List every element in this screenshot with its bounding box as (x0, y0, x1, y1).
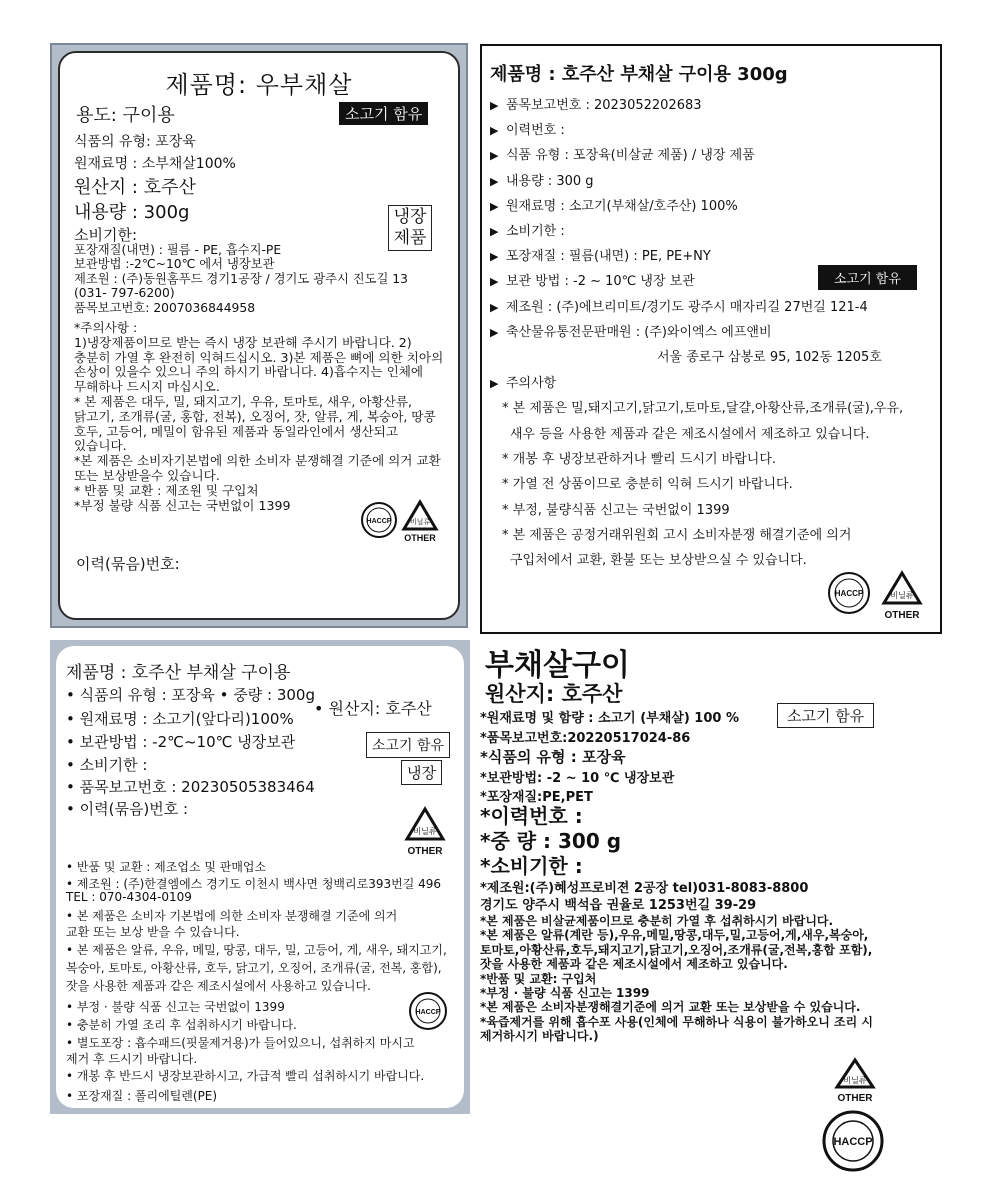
label-3-line: • 본 제품은 소비자 기본법에 의한 소비자 분쟁해결 기준에 의거 (66, 909, 398, 923)
label-2-address: 서울 종로구 삼봉로 95, 102동 1205호 (657, 350, 882, 365)
label-2-title: 제품명 : 호주산 부채살 구이용 300g (490, 64, 788, 85)
notice-line: 1)냉장제품이므로 받는 즉시 냉장 보관해 주시기 바랍니다. 2) (74, 335, 412, 350)
row-text: 이력번호 : (506, 123, 565, 138)
row-text: 소비기한 : (506, 224, 565, 239)
label-2-note: * 본 제품은 밀,돼지고기,닭고기,토마토,달걀,아황산류,조개류(굴),우유, (502, 401, 904, 416)
note-line: *본 제품은 비살균제품이므로 충분히 가열 후 섭취하시기 바랍니다. (480, 914, 834, 928)
arrow-icon: ▶ (490, 149, 499, 162)
haccp-icon (827, 571, 871, 619)
label-2-note: 구입처에서 교환, 환불 또는 보상받으실 수 있습니다. (510, 553, 807, 568)
label-4-field: *식품의 유형 : 포장육 (480, 748, 626, 766)
notice-line: 손상이 있을수 있으니 주의 하시기 바랍니다. 4)흡수지는 인체에 (74, 365, 424, 380)
label-1-lot: 이력(묶음)번호: (76, 555, 180, 573)
label-panel-3 (50, 640, 470, 1114)
label-1-notice (74, 321, 459, 513)
other-text: OTHER (404, 533, 436, 543)
label-2-row (490, 372, 556, 391)
label-4-title: 부채살구이 (485, 648, 630, 683)
label-2-note: * 본 제품은 공정거래위원회 고시 소비자분쟁 해결기준에 의거 (502, 528, 852, 543)
label-3-line: TEL : 070-4304-0109 (66, 890, 192, 904)
detail-line: (031- 797-6200) (74, 286, 175, 301)
fridge-line-2: 제품 (393, 228, 427, 248)
label-3-expiry: • 소비기한 : (66, 756, 148, 774)
other-text: OTHER (837, 1093, 873, 1104)
notice-line: *주의사항 : (74, 321, 138, 335)
notice-line: 또는 보상받을수 있습니다. (74, 468, 220, 483)
label-3-origin: • 원산지: 호주산 (314, 699, 432, 718)
note-line: *부정 · 불량 식품 신고는 1399 (480, 986, 650, 1001)
notice-line: 호두, 고등어, 메밀이 함유된 제품과 동일라인에서 생산되고 (74, 424, 398, 439)
note-line: *반품 및 교환: 구입처 (480, 971, 597, 986)
label-3-storage: • 보관방법 : -2℃~10℃ 냉장보관 (66, 733, 296, 751)
row-text: 포장재질 : 필름(내면) : PE, PE+NY (506, 249, 711, 264)
label-4-origin: 원산지: 호주산 (485, 682, 623, 706)
label-2-row (490, 144, 755, 163)
arrow-icon: ▶ (490, 301, 499, 314)
label-3-type: • 식품의 유형 : 포장육 • 중량 : 300g (66, 686, 316, 704)
label-1-title: 제품명: 우부채살 (165, 71, 353, 99)
label-4-weight: *중 량 : 300 g (480, 829, 622, 853)
label-1-usage: 용도: 구이용 (76, 105, 175, 126)
label-1-volume: 내용량 : 300g (74, 202, 190, 223)
label-3-line: • 개봉 후 반드시 냉장보관하시고, 가급적 빨리 섭취하시기 바랍니다. (66, 1069, 425, 1083)
detail-line: 보관방법 :-2℃~10℃ 에서 냉장보관 (74, 257, 275, 272)
note-line: *육즙제거를 위해 흡수포 사용(인체에 무해하나 식용이 불가하오니 조리 시 (480, 1014, 873, 1029)
label-2-note: * 가열 전 상품이므로 충분히 익혀 드시기 바랍니다. (502, 477, 793, 492)
haccp-icon (822, 1110, 884, 1176)
label-4-field: *보관방법: -2 ~ 10 ℃ 냉장보관 (480, 771, 675, 786)
label-3-line: • 부정 · 불량 식품 신고는 국번없이 1399 (66, 1000, 285, 1014)
label-2-row (490, 296, 868, 315)
haccp-text: HACCP (834, 589, 864, 598)
label-4-lot: *이력번호 : (480, 804, 583, 828)
notice-line: *부정 불량 식품 신고는 국번없이 1399 (74, 498, 291, 513)
arrow-icon: ▶ (490, 175, 499, 188)
haccp-icon (360, 501, 398, 543)
label-3-line: • 별도포장 : 흡수패드(핏물제거용)가 들어있으니, 섭취하지 마시고 (66, 1036, 415, 1050)
label-2-row (490, 195, 738, 214)
beef-badge: 소고기 함유 (366, 732, 450, 758)
label-2-row (490, 270, 695, 289)
label-2-row (490, 321, 772, 340)
label-4-field: *원재료명 및 함량 : 소고기 (부채살) 100 % (480, 711, 739, 726)
arrow-icon: ▶ (490, 275, 499, 288)
note-line: 잣을 사용한 제품과 같은 제조시설에서 제조하고 있습니다. (480, 957, 788, 972)
label-3-line: 제거 후 드시기 바랍니다. (66, 1052, 198, 1066)
label-3-ingredients: • 원재료명 : 소고기(앞다리)100% (66, 710, 294, 728)
arrow-icon: ▶ (490, 326, 499, 339)
haccp-text: HACCP (366, 518, 392, 525)
row-text: 주의사항 (506, 376, 557, 391)
row-text: 품목보고번호 : 2023052202683 (506, 98, 702, 113)
row-text: 제조원 : (주)에브리미트/경기도 광주시 매자리길 27번길 121-4 (506, 300, 868, 315)
row-text: 축산물유통전문판매원 : (주)와이엑스 에프앤비 (506, 325, 772, 340)
label-4-field: *포장재질:PE,PET (480, 790, 593, 805)
recycle-text: 비닐류 (843, 1076, 867, 1085)
label-3-line: • 본 제품은 알류, 우유, 메밀, 땅콩, 대두, 밀, 고등어, 게, 새우, 돼지고기, (66, 943, 447, 957)
label-3-line: 복숭아, 토마토, 아황산류, 호두, 닭고기, 오징어, 조개류(굴, 전복, 홍합), (66, 961, 442, 975)
label-3-line: • 충분히 가열 조리 후 섭취하시기 바랍니다. (66, 1018, 297, 1032)
label-1-expiry: 소비기한: (74, 226, 138, 244)
label-2-note: * 부정, 불량식품 신고는 국번없이 1399 (502, 503, 730, 518)
recycle-text: 비닐류 (890, 591, 914, 600)
notice-line: *본 제품은 소비자기본법에 의한 소비자 분쟁해결 기준에 의거 교환 (74, 454, 441, 469)
label-3-line: 교환 또는 보상 받을 수 있습니다. (66, 925, 240, 939)
recycle-icon (403, 806, 447, 862)
label-4-maker: *제조원:(주)혜성프로비젼 2공장 tel)031-8083-8800 (480, 881, 809, 896)
row-text: 원재료명 : 소고기(부채살/호주산) 100% (506, 199, 738, 214)
recycle-text: 비닐류 (413, 827, 437, 836)
row-text: 내용량 : 300 g (506, 174, 594, 189)
arrow-icon: ▶ (490, 124, 499, 137)
label-panel-4 (480, 640, 950, 1200)
label-3-line: • 제조원 : (주)한결엠에스 경기도 이천시 백사면 청백리로393번길 496 (66, 877, 442, 891)
label-2-row (490, 119, 565, 138)
arrow-icon: ▶ (490, 377, 499, 390)
label-3-title: 제품명 : 호주산 부채살 구이용 (66, 663, 291, 683)
notice-line: 무해하나 드시지 마십시오. (74, 380, 220, 395)
label-1-origin: 원산지 : 호주산 (74, 177, 196, 198)
note-line: 토마토,아황산류,호두,돼지고기,닭고기,오징어,조개류(굴,전복,홍합 포함), (480, 942, 873, 957)
label-2-row (490, 245, 711, 264)
notice-line: 닭고기, 조개류(굴, 홍합, 전복), 오징어, 잣, 알류, 게, 복숭아, 땅콩 (74, 409, 436, 424)
label-2-note: 새우 등을 사용한 제품과 같은 제조시설에서 제조하고 있습니다. (510, 427, 870, 442)
haccp-text: HACCP (415, 1009, 441, 1016)
label-3-lot: • 이력(묶음)번호 : (66, 800, 189, 818)
note-line: *본 제품은 알류(계란 등),우유,메밀,땅콩,대두,밀,고등어,게,새우,복숭아, (480, 928, 869, 943)
note-line: *본 제품은 소비자분쟁해결기준에 의거 교환 또는 보상받을 수 있습니다. (480, 1000, 861, 1015)
row-text: 식품 유형 : 포장육(비살균 제품) / 냉장 제품 (506, 148, 755, 163)
label-1-card (58, 51, 460, 620)
label-1-ingredients: 원재료명 : 소부채살100% (74, 156, 236, 172)
label-2-row (490, 220, 565, 239)
haccp-text: HACCP (833, 1136, 873, 1148)
beef-badge: 소고기 함유 (339, 102, 428, 125)
label-panel-1 (50, 43, 468, 628)
notice-line: * 반품 및 교환 : 제조원 및 구입처 (74, 483, 259, 498)
label-1-details (74, 243, 459, 315)
label-3-line: 잣을 사용한 제품과 같은 제조시설에서 사용하고 있습니다. (66, 979, 371, 993)
label-4-expiry: *소비기한 : (480, 854, 583, 878)
label-2-row (490, 94, 702, 113)
label-3-card (56, 646, 464, 1108)
haccp-icon (408, 991, 448, 1035)
arrow-icon: ▶ (490, 200, 499, 213)
detail-line: 품목보고번호: 2007036844958 (74, 300, 256, 315)
recycle-text: 비닐류 (409, 518, 431, 526)
label-1-type: 식품의 유형: 포장육 (74, 134, 196, 150)
refrigerated-badge: 냉장 (401, 760, 442, 785)
recycle-icon (880, 570, 924, 626)
arrow-icon: ▶ (490, 225, 499, 238)
note-line: 제거하시기 바랍니다.) (480, 1029, 599, 1044)
other-text: OTHER (884, 610, 920, 621)
notice-line: 있습니다. (74, 439, 127, 454)
fridge-line-1: 냉장 (393, 207, 427, 227)
row-text: 보관 방법 : -2 ~ 10℃ 냉장 보관 (506, 274, 695, 289)
label-panel-2 (480, 44, 942, 634)
arrow-icon: ▶ (490, 99, 499, 112)
label-2-row (490, 170, 594, 189)
label-4-notes (480, 914, 948, 1044)
other-text: OTHER (407, 846, 443, 857)
recycle-icon (833, 1057, 877, 1109)
recycle-icon (400, 499, 440, 549)
notice-line: * 본 제품은 대두, 밀, 돼지고기, 우유, 토마토, 새우, 아황산류, (74, 394, 412, 409)
label-3-report: • 품목보고번호 : 20230505383464 (66, 778, 315, 796)
label-3-line: • 포장재질 : 폴리에틸렌(PE) (66, 1089, 218, 1103)
detail-line: 제조원 : (주)동원홈푸드 경기1공장 / 경기도 광주시 진도길 13 (74, 271, 408, 286)
beef-badge: 소고기 함유 (818, 265, 917, 290)
notice-line: 충분히 가열 후 완전히 익혀드십시오. 3)본 제품은 뼈에 의한 치아의 (74, 350, 444, 365)
arrow-icon: ▶ (490, 250, 499, 263)
detail-line: 포장재질(내면) : 필름 - PE, 흡수지-PE (74, 243, 282, 257)
label-4-maker: 경기도 양주시 백석읍 권율로 1253번길 39-29 (480, 898, 757, 913)
label-4-field: *품목보고번호:20220517024-86 (480, 731, 691, 746)
beef-badge: 소고기 함유 (777, 703, 874, 728)
label-2-note: * 개봉 후 냉장보관하거나 빨리 드시기 바랍니다. (502, 452, 777, 467)
label-3-line: • 반품 및 교환 : 제조업소 및 판매업소 (66, 860, 267, 874)
